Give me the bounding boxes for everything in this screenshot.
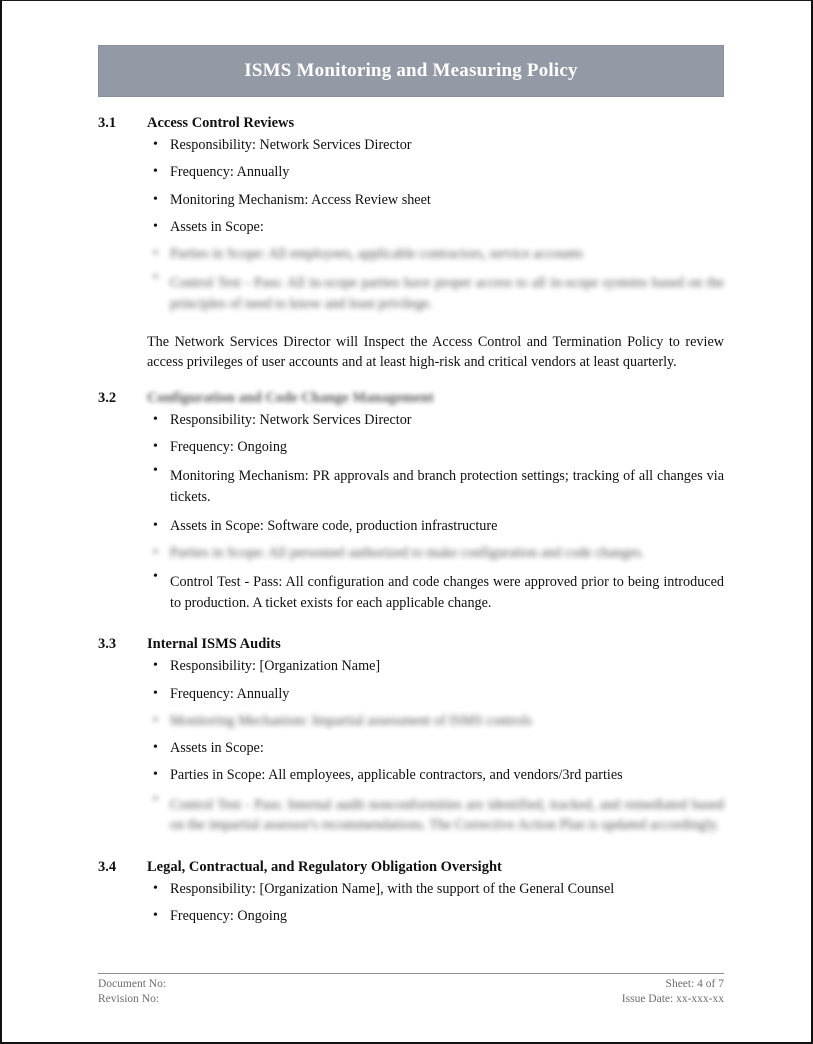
list-item: • Monitoring Mechanism: Access Review sheet	[98, 187, 724, 214]
footer-sheet-number: Sheet: 4 of 7	[665, 978, 724, 990]
list-item: • Assets in Scope:	[98, 735, 724, 762]
section-bullet-list	[98, 876, 724, 931]
section-heading	[98, 115, 724, 132]
section-bullet-list	[98, 407, 724, 618]
section-title: Legal, Contractual, and Regulatory Obligation Oversight	[147, 858, 502, 875]
footer-revision-no: Revision No:	[98, 992, 160, 1005]
section-number: 3.1	[98, 115, 117, 131]
list-item: • Monitoring Mechanism: Impartial assessment of ISMS controls	[98, 708, 724, 735]
list-item: • Parties in Scope: All personnel authorized to make configuration and code changes.	[98, 540, 724, 567]
list-item: • Parties in Scope: All employees, applicable contractors, and vendors/3rd parties	[98, 762, 724, 789]
section-paragraph: The Network Services Director will Inspect the Access Control and Termination Policy to review access privileges of user accounts and at least high-risk and critical vendors at least quarterly.	[147, 333, 724, 370]
section-heading	[98, 390, 724, 407]
section-number: 3.4	[98, 858, 117, 875]
section-title: Access Control Reviews	[147, 115, 295, 131]
list-item: • Assets in Scope:	[98, 214, 724, 241]
page-footer	[98, 973, 724, 1006]
page-content	[98, 1, 724, 930]
section-title: Internal ISMS Audits	[147, 636, 281, 653]
list-item: • Frequency: Annually	[98, 681, 724, 708]
list-item: • Control Test - Pass: All configuration and code changes were approved prior to being introduced to production. A ticket exists for each applicable change.	[98, 567, 724, 618]
footer-left	[98, 977, 166, 1006]
section-3-4	[98, 859, 724, 931]
list-item: • Frequency: Ongoing	[98, 434, 724, 461]
section-bullet-list	[98, 653, 724, 841]
section-3-2	[98, 390, 724, 618]
document-title-banner	[98, 45, 724, 97]
list-item: • Assets in Scope: Software code, production infrastructure	[98, 513, 724, 540]
section-number: 3.2	[98, 389, 117, 406]
section-title: Configuration and Code Change Management	[147, 389, 434, 406]
footer-issue-date: Issue Date: xx-xxx-xx	[621, 992, 724, 1005]
section-heading	[98, 636, 724, 653]
footer-document-no: Document No:	[98, 978, 167, 990]
footer-right	[622, 977, 724, 1006]
list-item: • Frequency: Annually	[98, 159, 724, 186]
list-item: • Responsibility: Network Services Director	[98, 132, 724, 159]
section-heading	[98, 859, 724, 876]
section-number: 3.3	[98, 636, 117, 653]
list-item: • Responsibility: [Organization Name]	[98, 653, 724, 680]
section-3-3	[98, 636, 724, 841]
list-item: • Responsibility: [Organization Name], with the support of the General Counsel	[98, 876, 724, 903]
section-bullet-list	[98, 132, 724, 320]
list-item: • Frequency: Ongoing	[98, 903, 724, 930]
sections-container	[98, 115, 724, 930]
list-item: • Control Test - Pass: All in-scope parties have proper access to all in-scope systems based on the principles of need to know and least privilege.	[98, 268, 724, 319]
page-title: ISMS Monitoring and Measuring Policy	[244, 60, 578, 81]
list-item: • Control Test - Pass: Internal audit nonconformities are identified, tracked, and remediated based on the impartial assessor's recommendations. The Corrective Action Plan is updated accordingly.	[98, 790, 724, 841]
list-item: • Monitoring Mechanism: PR approvals and branch protection settings; tracking of all changes via tickets.	[98, 461, 724, 512]
list-item: • Parties in Scope: All employees, applicable contractors, service accounts	[98, 241, 724, 268]
section-3-1	[98, 115, 724, 372]
list-item: • Responsibility: Network Services Director	[98, 407, 724, 434]
